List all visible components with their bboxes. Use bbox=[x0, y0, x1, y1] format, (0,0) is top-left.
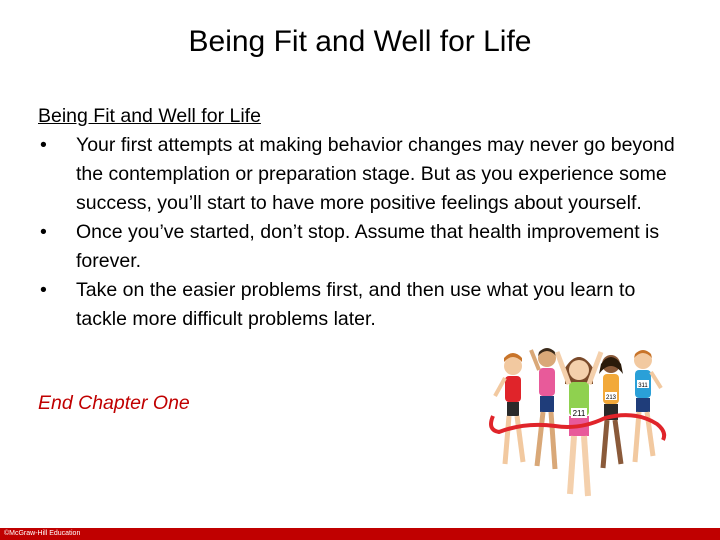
bullet-glyph: • bbox=[40, 221, 47, 243]
bullet-glyph: • bbox=[40, 134, 47, 156]
bullet-text: Your first attempts at making behavior changes may never go beyond the contemplation or preparation stage. But as you experience some success, you’ll start to have more positive feelings about yourself. bbox=[76, 134, 675, 214]
footer-bar bbox=[0, 528, 720, 540]
end-chapter-text: End Chapter One bbox=[38, 392, 190, 414]
bullet-item-1 bbox=[38, 131, 688, 218]
copyright-text: ©McGraw-Hill Education bbox=[4, 530, 81, 537]
bib-number: 311 bbox=[638, 383, 648, 389]
slide-title: Being Fit and Well for Life bbox=[188, 25, 532, 58]
bullet-text: Once you’ve started, don’t stop. Assume that health improvement is forever. bbox=[76, 221, 660, 272]
runner-figure bbox=[634, 350, 661, 462]
bullet-text: Take on the easier problems first, and then use what you learn to tackle more difficult problems later. bbox=[76, 279, 636, 330]
bib-number: 213 bbox=[605, 395, 617, 401]
runner-figure bbox=[599, 355, 623, 468]
bullet-item-3 bbox=[38, 276, 688, 334]
slide-body bbox=[38, 102, 688, 334]
runners-illustration bbox=[485, 344, 675, 509]
bullet-item-2 bbox=[38, 218, 688, 276]
bullet-glyph: • bbox=[40, 279, 47, 301]
body-heading: Being Fit and Well for Life bbox=[38, 105, 261, 127]
runner-figure bbox=[531, 348, 556, 469]
bullet-list bbox=[38, 131, 688, 334]
runner-figure bbox=[495, 353, 523, 464]
bib-number: 211 bbox=[572, 409, 586, 418]
